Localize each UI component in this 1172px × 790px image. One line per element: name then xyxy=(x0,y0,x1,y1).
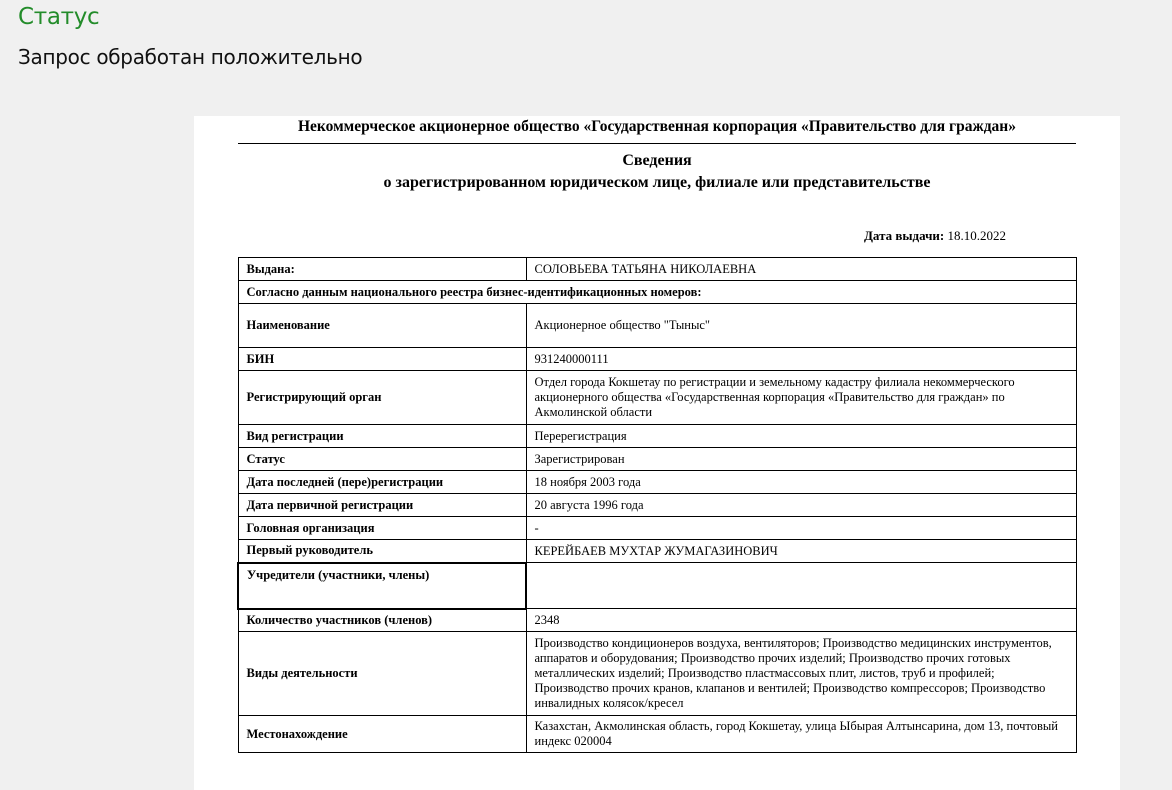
registry-note: Согласно данным национального реестра бизнес-идентификационных номеров: xyxy=(238,281,1077,304)
row-label: Дата последней (пере)регистрации xyxy=(238,471,526,494)
issue-date xyxy=(864,228,1006,244)
table-row xyxy=(238,632,1077,716)
row-label: Головная организация xyxy=(238,517,526,540)
registration-info-table xyxy=(237,257,1077,753)
row-label: Регистрирующий орган xyxy=(238,371,526,425)
row-value xyxy=(526,563,1077,609)
table-row xyxy=(238,258,1077,281)
row-value: Производство кондиционеров воздуха, вентиляторов; Производство медицинских инструментов, аппаратов и оборудования; Производство прочих изделий; Производство прочих готовых металлических изделий; Производство пластмассовых плит, листов, труб и профилей; Производство прочих кранов, клапанов и вентилей; Производство компрессоров; Производство инвалидных колясок/кресел xyxy=(526,632,1077,716)
status-heading: Статус xyxy=(18,4,100,30)
certificate-document xyxy=(194,116,1120,790)
row-label: Учредители (участники, члены) xyxy=(238,563,526,609)
table-row xyxy=(238,425,1077,448)
table-row xyxy=(238,471,1077,494)
row-label: Первый руководитель xyxy=(238,540,526,563)
issue-date-label: Дата выдачи: xyxy=(863,228,945,243)
row-value: Казахстан, Акмолинская область, город Кокшетау, улица Ыбырая Алтынсарина, дом 13, почтовый индекс 020004 xyxy=(526,716,1077,753)
row-value: Зарегистрирован xyxy=(526,448,1077,471)
header-divider xyxy=(238,143,1076,144)
row-label: Выдана: xyxy=(238,258,526,281)
row-label: Вид регистрации xyxy=(238,425,526,448)
row-value: 18 ноября 2003 года xyxy=(526,471,1077,494)
row-value: 931240000111 xyxy=(526,348,1077,371)
table-row xyxy=(238,716,1077,753)
status-message: Запрос обработан положительно xyxy=(18,45,363,69)
table-row xyxy=(238,348,1077,371)
row-label: БИН xyxy=(238,348,526,371)
document-subtitle: о зарегистрированном юридическом лице, филиале или представительстве xyxy=(383,174,931,191)
table-row xyxy=(238,371,1077,425)
row-value: СОЛОВЬЕВА ТАТЬЯНА НИКОЛАЕВНА xyxy=(526,258,1077,281)
row-value: 20 августа 1996 года xyxy=(526,494,1077,517)
row-label: Статус xyxy=(238,448,526,471)
row-value: Отдел города Кокшетау по регистрации и земельному кадастру филиала некоммерческого акционерного общества «Государственная корпорация «Правительство для граждан» по Акмолинской области xyxy=(526,371,1077,425)
row-value: 2348 xyxy=(526,609,1077,632)
issuing-organization: Некоммерческое акционерное общество «Государственная корпорация «Правительство для граждан» xyxy=(298,118,1016,135)
table-row xyxy=(238,609,1077,632)
row-value: Акционерное общество "Тыныс" xyxy=(526,304,1077,348)
table-row xyxy=(238,563,1077,609)
row-value: КЕРЕЙБАЕВ МУХТАР ЖУМАГАЗИНОВИЧ xyxy=(526,540,1077,563)
table-row xyxy=(238,540,1077,563)
row-label: Дата первичной регистрации xyxy=(238,494,526,517)
table-row xyxy=(238,517,1077,540)
issue-date-value: 18.10.2022 xyxy=(947,228,1006,243)
row-value: Перерегистрация xyxy=(526,425,1077,448)
row-label: Виды деятельности xyxy=(238,632,526,716)
table-row xyxy=(238,281,1077,304)
row-value: - xyxy=(526,517,1077,540)
table-row xyxy=(238,448,1077,471)
table-row xyxy=(238,494,1077,517)
document-title: Сведения xyxy=(622,152,692,169)
row-label: Наименование xyxy=(238,304,526,348)
row-label: Местонахождение xyxy=(238,716,526,753)
row-label: Количество участников (членов) xyxy=(238,609,526,632)
table-row xyxy=(238,304,1077,348)
